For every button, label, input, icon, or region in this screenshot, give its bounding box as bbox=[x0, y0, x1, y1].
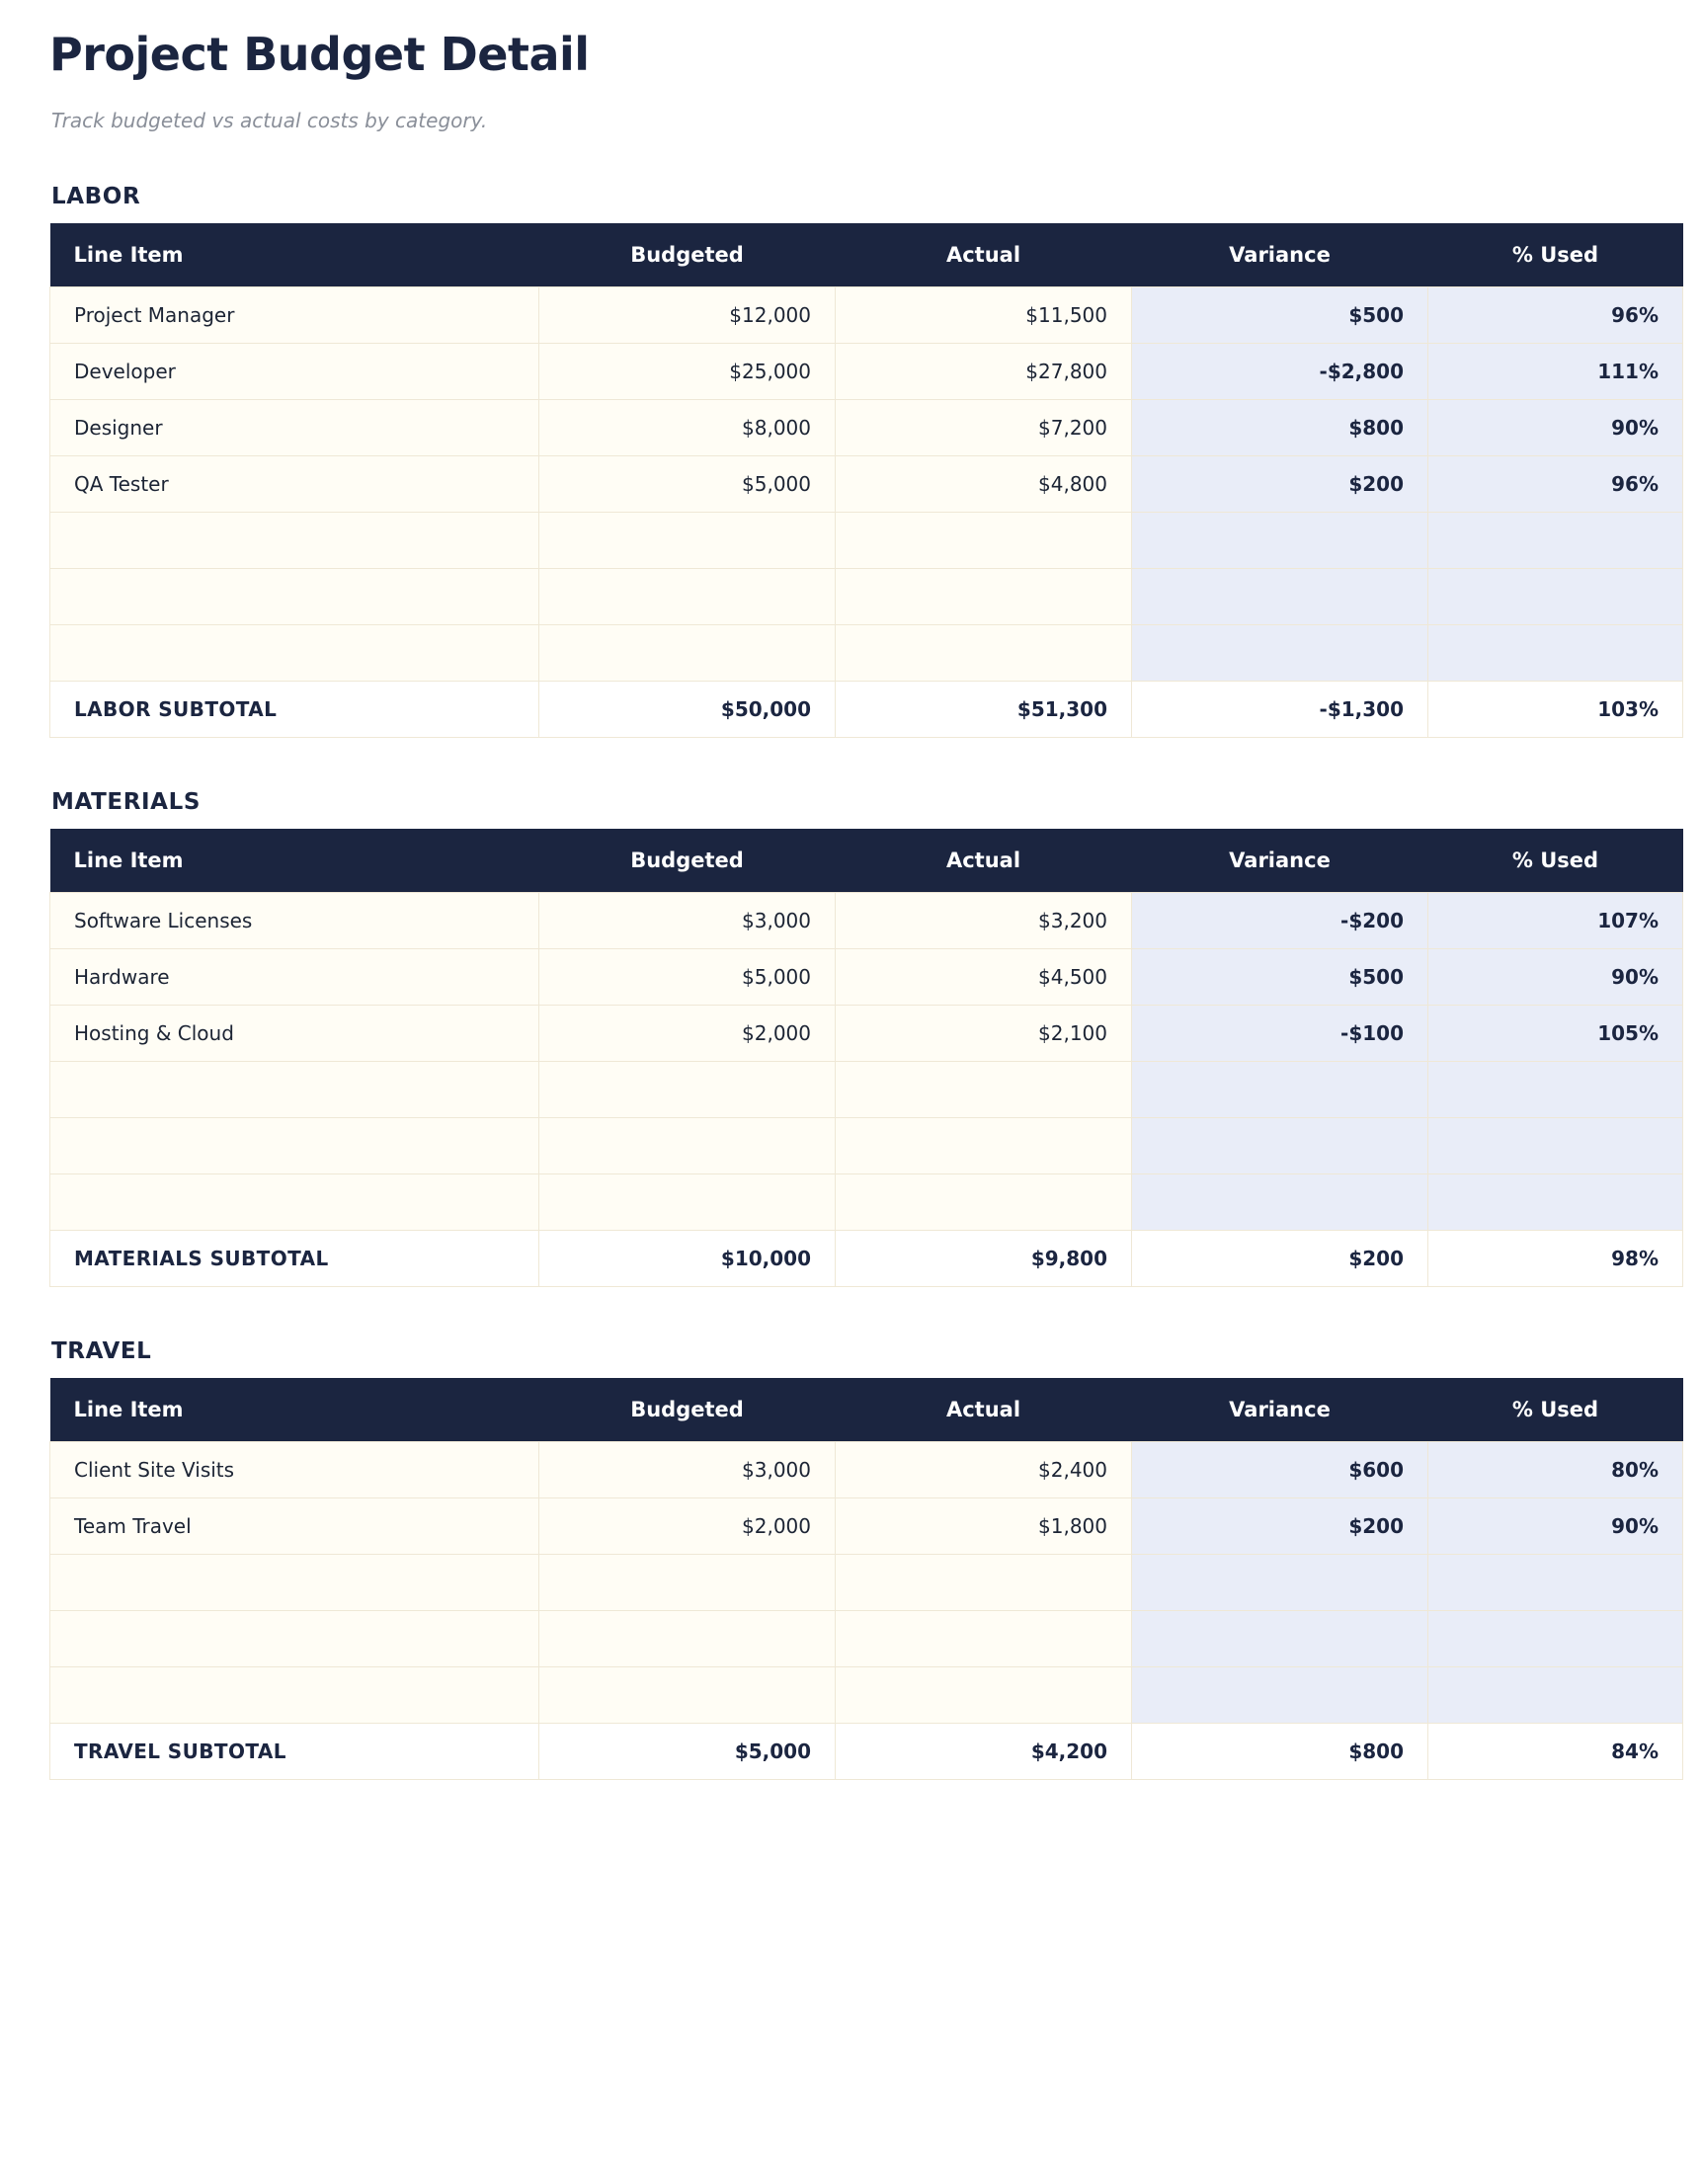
cell-variance: $200 bbox=[1132, 1498, 1428, 1555]
cell-budgeted[interactable] bbox=[539, 1667, 836, 1724]
table-row bbox=[50, 893, 1683, 949]
table-row bbox=[50, 287, 1683, 344]
column-header-budgeted: Budgeted bbox=[539, 1378, 836, 1442]
cell-line-item[interactable]: Team Travel bbox=[50, 1498, 539, 1555]
cell-budgeted[interactable] bbox=[539, 1062, 836, 1118]
cell-actual[interactable] bbox=[836, 1118, 1132, 1174]
cell-budgeted[interactable]: $3,000 bbox=[539, 1442, 836, 1498]
table-row bbox=[50, 1118, 1683, 1174]
cell-used bbox=[1428, 1667, 1683, 1724]
section-title: LABOR bbox=[51, 184, 141, 209]
table-row bbox=[50, 1062, 1683, 1118]
cell-budgeted[interactable] bbox=[539, 513, 836, 569]
cell-used bbox=[1428, 1062, 1683, 1118]
cell-actual[interactable]: $11,500 bbox=[836, 287, 1132, 344]
column-header-actual: Actual bbox=[836, 223, 1132, 287]
cell-used: 107% bbox=[1428, 893, 1683, 949]
cell-actual[interactable]: $27,800 bbox=[836, 344, 1132, 400]
table-header-row bbox=[50, 223, 1683, 287]
cell-budgeted[interactable] bbox=[539, 1118, 836, 1174]
column-header-line-item: Line Item bbox=[50, 829, 539, 893]
budget-table bbox=[49, 223, 1683, 738]
cell-variance: -$2,800 bbox=[1132, 344, 1428, 400]
cell-variance: $200 bbox=[1132, 456, 1428, 513]
cell-actual[interactable]: $7,200 bbox=[836, 400, 1132, 456]
cell-actual[interactable]: $2,400 bbox=[836, 1442, 1132, 1498]
cell-variance bbox=[1132, 1667, 1428, 1724]
table-row bbox=[50, 1611, 1683, 1667]
cell-line-item[interactable]: Software Licenses bbox=[50, 893, 539, 949]
cell-used bbox=[1428, 1611, 1683, 1667]
cell-budgeted[interactable] bbox=[539, 1555, 836, 1611]
cell-used bbox=[1428, 513, 1683, 569]
cell-variance bbox=[1132, 1555, 1428, 1611]
budget-section bbox=[49, 184, 1682, 738]
cell-line-item[interactable]: QA Tester bbox=[50, 456, 539, 513]
cell-line-item[interactable]: Developer bbox=[50, 344, 539, 400]
subtotal-actual: $4,200 bbox=[836, 1724, 1132, 1780]
budget-section bbox=[49, 1338, 1682, 1780]
table-row bbox=[50, 1498, 1683, 1555]
subtotal-used: 98% bbox=[1428, 1231, 1683, 1287]
cell-line-item[interactable] bbox=[50, 625, 539, 682]
column-header-line-item: Line Item bbox=[50, 1378, 539, 1442]
column-header-actual: Actual bbox=[836, 829, 1132, 893]
subtotal-used: 103% bbox=[1428, 682, 1683, 738]
cell-actual[interactable] bbox=[836, 1667, 1132, 1724]
cell-variance bbox=[1132, 1611, 1428, 1667]
table-row bbox=[50, 1555, 1683, 1611]
subtotal-row bbox=[50, 1724, 1683, 1780]
column-header-used: % Used bbox=[1428, 223, 1683, 287]
subtotal-label: LABOR SUBTOTAL bbox=[50, 682, 539, 738]
cell-actual[interactable]: $1,800 bbox=[836, 1498, 1132, 1555]
column-header-budgeted: Budgeted bbox=[539, 223, 836, 287]
cell-variance bbox=[1132, 569, 1428, 625]
cell-budgeted[interactable]: $5,000 bbox=[539, 456, 836, 513]
cell-variance: $600 bbox=[1132, 1442, 1428, 1498]
cell-actual[interactable]: $4,800 bbox=[836, 456, 1132, 513]
budget-sections bbox=[49, 184, 1682, 1780]
cell-actual[interactable]: $4,500 bbox=[836, 949, 1132, 1006]
column-header-variance: Variance bbox=[1132, 223, 1428, 287]
cell-variance: $800 bbox=[1132, 400, 1428, 456]
table-header-row bbox=[50, 1378, 1683, 1442]
cell-budgeted[interactable]: $2,000 bbox=[539, 1006, 836, 1062]
column-header-actual: Actual bbox=[836, 1378, 1132, 1442]
cell-used: 90% bbox=[1428, 400, 1683, 456]
cell-used: 90% bbox=[1428, 1498, 1683, 1555]
subtotal-budgeted: $10,000 bbox=[539, 1231, 836, 1287]
cell-used: 105% bbox=[1428, 1006, 1683, 1062]
table-row bbox=[50, 400, 1683, 456]
cell-line-item[interactable] bbox=[50, 1667, 539, 1724]
cell-used bbox=[1428, 1118, 1683, 1174]
table-row bbox=[50, 1174, 1683, 1231]
column-header-line-item: Line Item bbox=[50, 223, 539, 287]
cell-used: 90% bbox=[1428, 949, 1683, 1006]
table-row bbox=[50, 1006, 1683, 1062]
cell-budgeted[interactable] bbox=[539, 625, 836, 682]
cell-variance bbox=[1132, 1174, 1428, 1231]
subtotal-row bbox=[50, 1231, 1683, 1287]
table-row bbox=[50, 456, 1683, 513]
cell-actual[interactable] bbox=[836, 1062, 1132, 1118]
cell-line-item[interactable] bbox=[50, 1611, 539, 1667]
cell-variance: $500 bbox=[1132, 949, 1428, 1006]
cell-variance bbox=[1132, 1062, 1428, 1118]
cell-line-item[interactable] bbox=[50, 1174, 539, 1231]
page-subtitle: Track budgeted vs actual costs by category. bbox=[51, 109, 488, 132]
subtotal-row bbox=[50, 682, 1683, 738]
cell-used bbox=[1428, 625, 1683, 682]
cell-budgeted[interactable] bbox=[539, 1174, 836, 1231]
table-row bbox=[50, 344, 1683, 400]
cell-budgeted[interactable]: $25,000 bbox=[539, 344, 836, 400]
column-header-budgeted: Budgeted bbox=[539, 829, 836, 893]
cell-used: 96% bbox=[1428, 456, 1683, 513]
cell-used: 111% bbox=[1428, 344, 1683, 400]
cell-line-item[interactable]: Hardware bbox=[50, 949, 539, 1006]
section-title: TRAVEL bbox=[51, 1338, 152, 1364]
page-title: Project Budget Detail bbox=[49, 28, 590, 81]
cell-line-item[interactable] bbox=[50, 1062, 539, 1118]
cell-variance: -$200 bbox=[1132, 893, 1428, 949]
subtotal-actual: $51,300 bbox=[836, 682, 1132, 738]
table-row bbox=[50, 1667, 1683, 1724]
subtotal-variance: -$1,300 bbox=[1132, 682, 1428, 738]
cell-variance bbox=[1132, 1118, 1428, 1174]
cell-line-item[interactable]: Project Manager bbox=[50, 287, 539, 344]
budget-table bbox=[49, 829, 1683, 1287]
subtotal-variance: $200 bbox=[1132, 1231, 1428, 1287]
section-title: MATERIALS bbox=[51, 789, 201, 815]
cell-actual[interactable]: $2,100 bbox=[836, 1006, 1132, 1062]
cell-actual[interactable] bbox=[836, 625, 1132, 682]
cell-budgeted[interactable] bbox=[539, 569, 836, 625]
subtotal-used: 84% bbox=[1428, 1724, 1683, 1780]
cell-actual[interactable] bbox=[836, 569, 1132, 625]
cell-budgeted[interactable]: $8,000 bbox=[539, 400, 836, 456]
cell-used: 80% bbox=[1428, 1442, 1683, 1498]
cell-used bbox=[1428, 1174, 1683, 1231]
column-header-variance: Variance bbox=[1132, 1378, 1428, 1442]
column-header-variance: Variance bbox=[1132, 829, 1428, 893]
subtotal-actual: $9,800 bbox=[836, 1231, 1132, 1287]
cell-actual[interactable]: $3,200 bbox=[836, 893, 1132, 949]
table-row bbox=[50, 513, 1683, 569]
subtotal-variance: $800 bbox=[1132, 1724, 1428, 1780]
cell-line-item[interactable]: Client Site Visits bbox=[50, 1442, 539, 1498]
cell-budgeted[interactable]: $3,000 bbox=[539, 893, 836, 949]
table-row bbox=[50, 1442, 1683, 1498]
cell-budgeted[interactable] bbox=[539, 1611, 836, 1667]
cell-used bbox=[1428, 1555, 1683, 1611]
column-header-used: % Used bbox=[1428, 829, 1683, 893]
subtotal-label: MATERIALS SUBTOTAL bbox=[50, 1231, 539, 1287]
cell-budgeted[interactable]: $12,000 bbox=[539, 287, 836, 344]
cell-budgeted[interactable]: $5,000 bbox=[539, 949, 836, 1006]
subtotal-budgeted: $5,000 bbox=[539, 1724, 836, 1780]
subtotal-budgeted: $50,000 bbox=[539, 682, 836, 738]
table-header-row bbox=[50, 829, 1683, 893]
cell-variance: -$100 bbox=[1132, 1006, 1428, 1062]
cell-actual[interactable] bbox=[836, 1611, 1132, 1667]
cell-line-item[interactable] bbox=[50, 1118, 539, 1174]
table-row bbox=[50, 625, 1683, 682]
cell-actual[interactable] bbox=[836, 1174, 1132, 1231]
cell-variance bbox=[1132, 513, 1428, 569]
cell-actual[interactable] bbox=[836, 513, 1132, 569]
cell-actual[interactable] bbox=[836, 1555, 1132, 1611]
cell-line-item[interactable] bbox=[50, 513, 539, 569]
cell-used: 96% bbox=[1428, 287, 1683, 344]
cell-line-item[interactable] bbox=[50, 1555, 539, 1611]
cell-line-item[interactable] bbox=[50, 569, 539, 625]
budget-section bbox=[49, 789, 1682, 1287]
cell-line-item[interactable]: Designer bbox=[50, 400, 539, 456]
budget-table bbox=[49, 1378, 1683, 1780]
cell-line-item[interactable]: Hosting & Cloud bbox=[50, 1006, 539, 1062]
table-row bbox=[50, 949, 1683, 1006]
column-header-used: % Used bbox=[1428, 1378, 1683, 1442]
subtotal-label: TRAVEL SUBTOTAL bbox=[50, 1724, 539, 1780]
cell-used bbox=[1428, 569, 1683, 625]
table-row bbox=[50, 569, 1683, 625]
cell-variance: $500 bbox=[1132, 287, 1428, 344]
cell-budgeted[interactable]: $2,000 bbox=[539, 1498, 836, 1555]
cell-variance bbox=[1132, 625, 1428, 682]
